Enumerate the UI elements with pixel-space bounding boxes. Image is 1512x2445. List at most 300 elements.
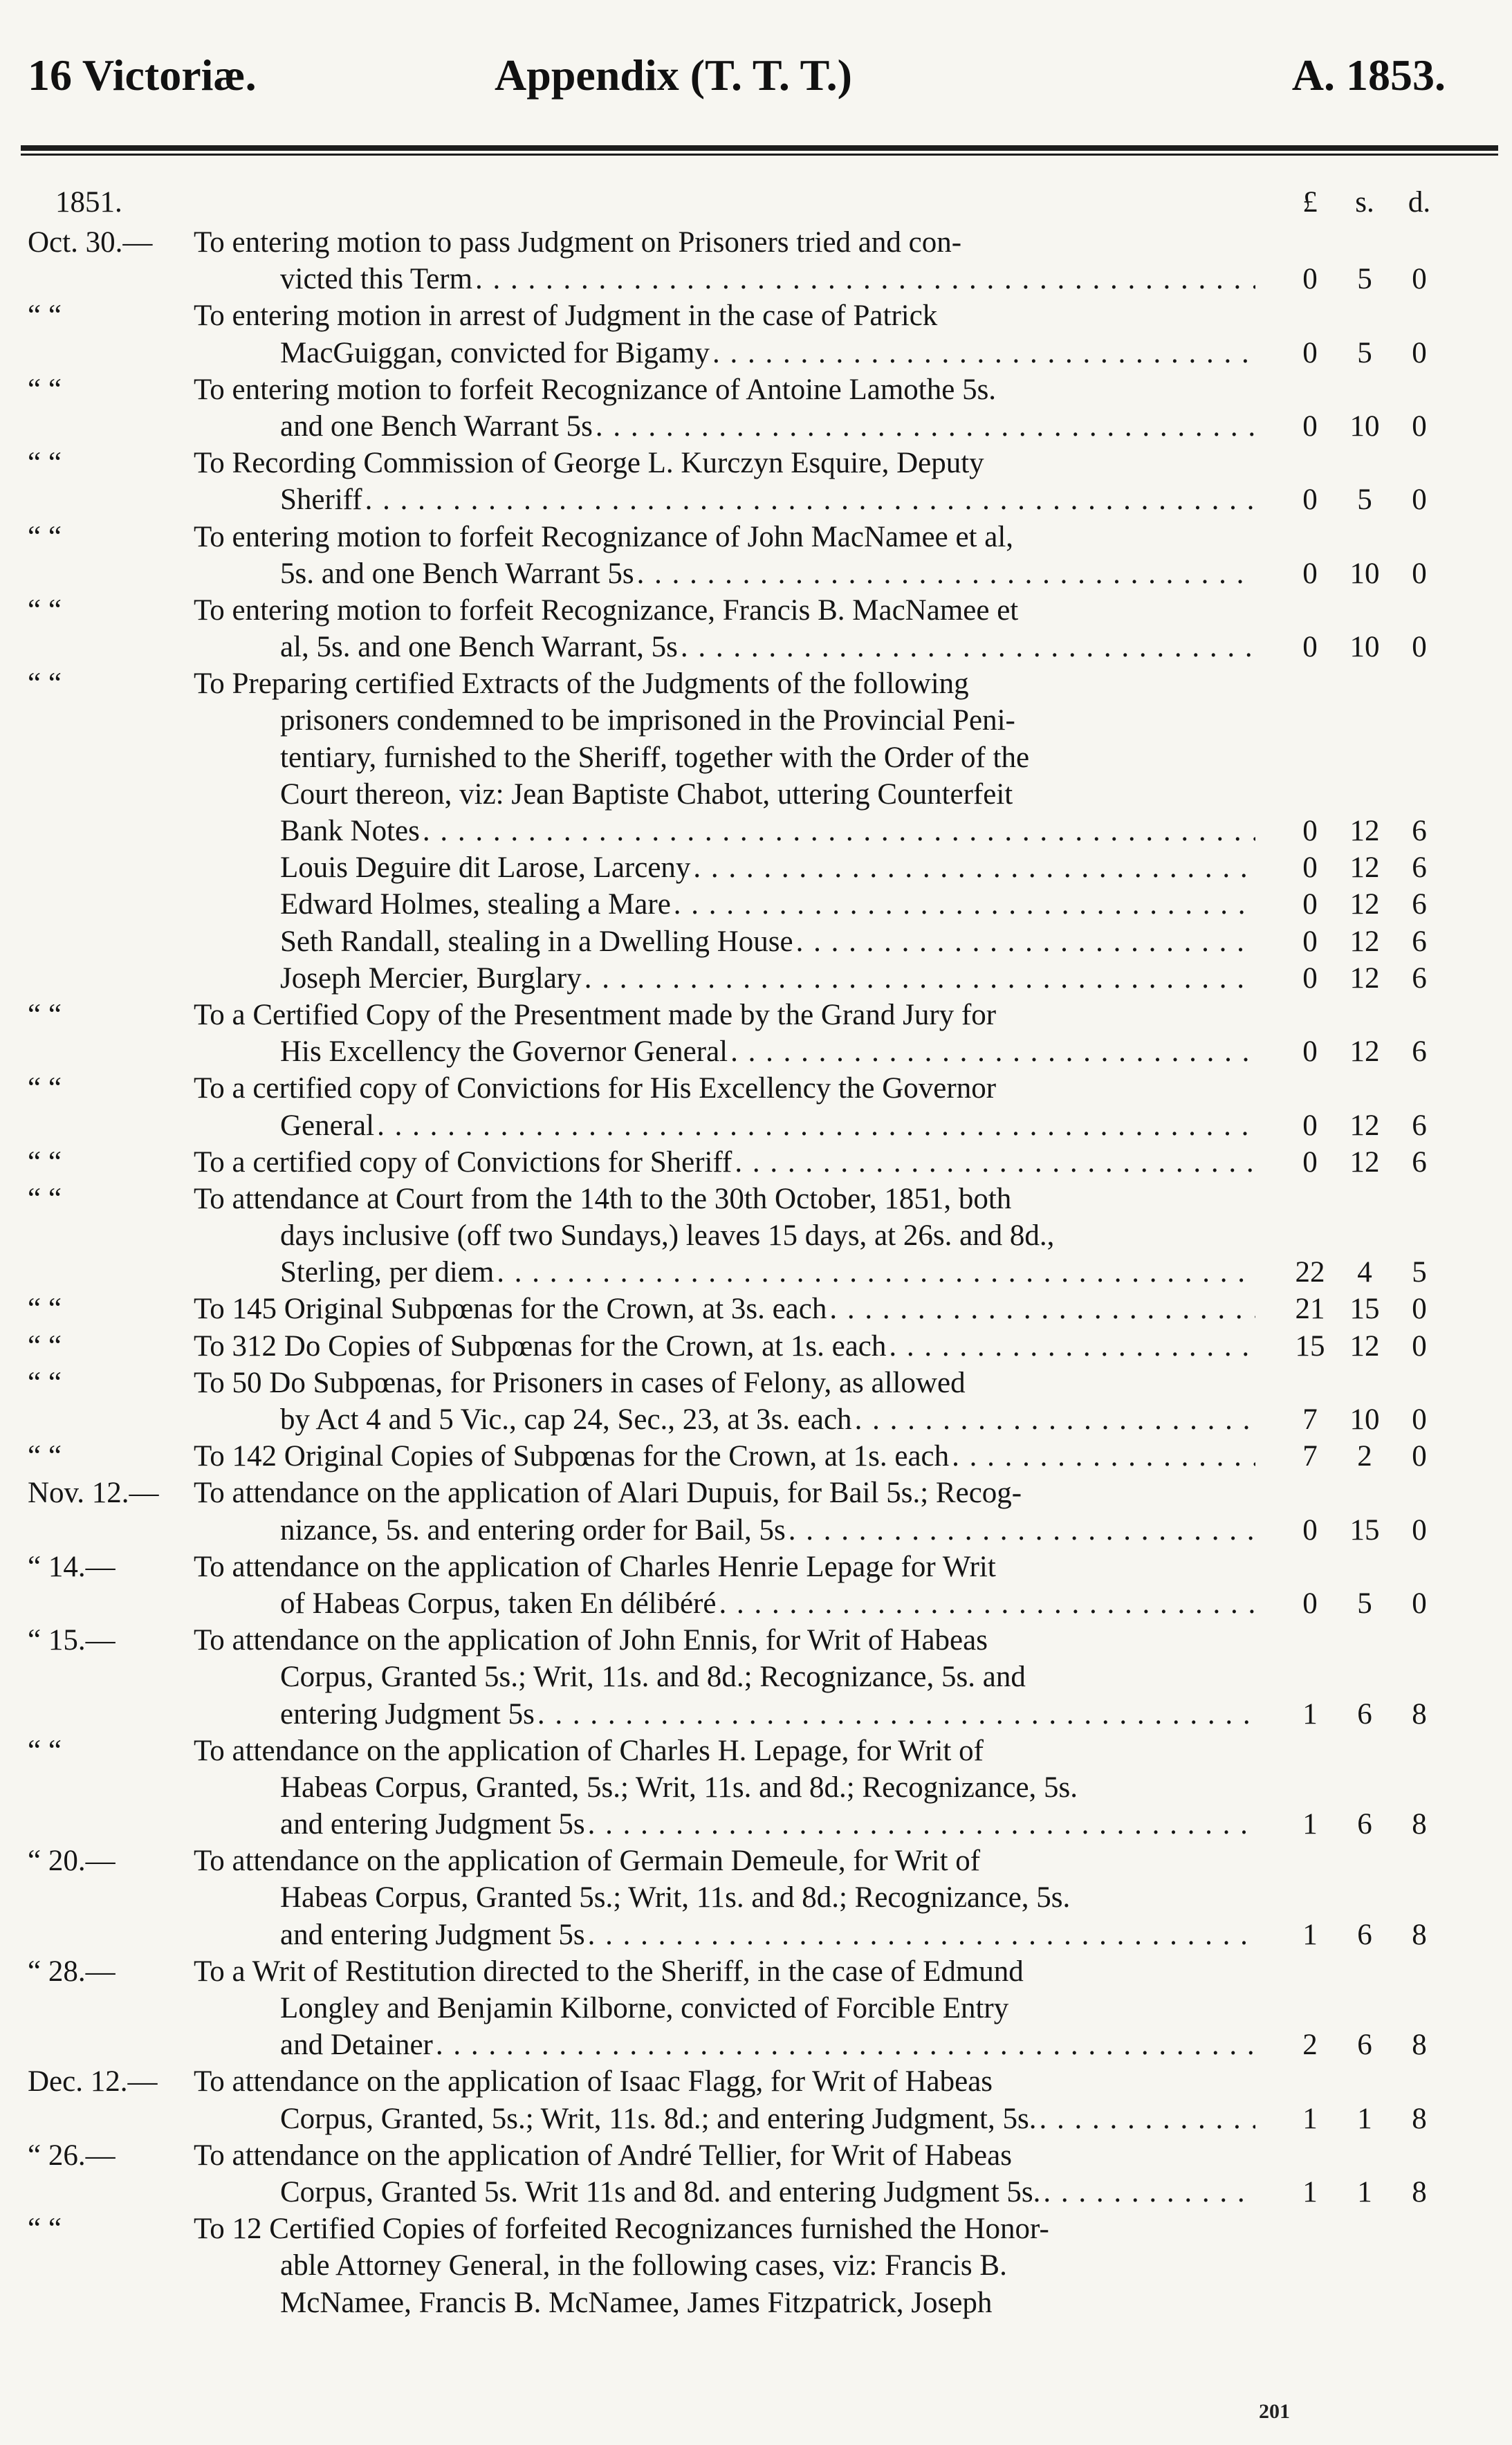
amount-shillings: 12 <box>1349 1145 1380 1179</box>
ledger-entry <box>0 923 1512 960</box>
entry-line <box>0 1291 1512 1327</box>
amount-pence: 5 <box>1412 1256 1427 1289</box>
leader-dots <box>475 261 1255 297</box>
entry-text: entering Judgment 5s <box>280 1697 535 1731</box>
amount-shillings: 10 <box>1349 1403 1380 1436</box>
ledger-entry <box>0 1622 1512 1733</box>
entry-leader <box>280 1696 1255 1733</box>
ledger-entry <box>0 1733 1512 1843</box>
amount-shillings: 6 <box>1357 1808 1372 1841</box>
entry-line <box>0 2174 1512 2211</box>
ledger-entry <box>0 445 1512 518</box>
amount-pence: 0 <box>1412 409 1427 443</box>
ledger-entry <box>0 2063 1512 2137</box>
amount-pounds: 0 <box>1302 888 1318 921</box>
amount-pounds: 0 <box>1302 631 1318 664</box>
entry-leader <box>280 813 1255 849</box>
leader-dots <box>436 2027 1255 2063</box>
amount-shillings: 12 <box>1349 1329 1380 1363</box>
entry-line <box>0 555 1512 592</box>
ledger-entry <box>0 1475 1512 1548</box>
entry-text: To entering motion to pass Judgment on Prisoners tried and con- <box>194 226 962 259</box>
amount-shillings: 12 <box>1349 888 1380 921</box>
amount-pounds: 21 <box>1295 1293 1325 1326</box>
entry-line <box>0 849 1512 886</box>
entry-leader <box>194 1328 1255 1365</box>
entry-line <box>0 481 1512 518</box>
entry-text: Bank Notes <box>280 815 420 847</box>
amount-shillings: 6 <box>1357 1697 1372 1731</box>
entry-leader <box>280 1401 1255 1438</box>
amount-pence: 8 <box>1412 2029 1427 2062</box>
amount-pounds: 0 <box>1302 1513 1318 1547</box>
entry-text: 5s. and one Bench Warrant 5s <box>280 557 634 590</box>
amount-shillings: 15 <box>1349 1513 1380 1547</box>
entry-text: Corpus, Granted 5s.; Writ, 11s. and 8d.; Recognizance, 5s. and <box>280 1661 1026 1694</box>
entry-leader <box>280 2174 1255 2211</box>
entry-line <box>0 1181 1512 1217</box>
entry-text: To attendance on the application of John Ennis, for Writ of Habeas <box>194 1624 988 1657</box>
amount-pounds: 0 <box>1302 336 1318 369</box>
entry-date: “ “ <box>28 1145 62 1179</box>
amount-shillings: 10 <box>1349 631 1380 664</box>
amount-shillings: 2 <box>1357 1440 1372 1473</box>
year-label: 1851. <box>55 186 122 219</box>
entry-line <box>0 2285 1512 2321</box>
entry-text: McNamee, Francis B. McNamee, James Fitzpatrick, Joseph <box>280 2286 993 2319</box>
entry-text: To entering motion to forfeit Recognizance of John MacNamee et al, <box>194 520 1014 553</box>
amount-pounds: 0 <box>1302 961 1318 995</box>
entry-date: “ “ <box>28 447 62 480</box>
entry-text: To 312 Do Copies of Subpœnas for the Crown, at 1s. each <box>194 1329 887 1363</box>
entry-leader <box>280 481 1255 518</box>
entry-text: Court thereon, viz: Jean Baptiste Chabot, uttering Counterfeit <box>280 777 1013 811</box>
amount-pounds: 0 <box>1302 925 1318 958</box>
entry-line <box>0 2063 1512 2100</box>
entry-line <box>0 2137 1512 2174</box>
entry-text: prisoners condemned to be imprisoned in the Provincial Peni- <box>280 704 1015 737</box>
amount-pence: 8 <box>1412 1697 1427 1731</box>
entry-line <box>0 739 1512 776</box>
leader-dots <box>588 1806 1255 1843</box>
entry-leader <box>280 261 1255 297</box>
amount-pence: 8 <box>1412 2175 1427 2208</box>
leader-dots <box>497 1254 1255 1291</box>
year-row <box>0 185 1512 224</box>
leader-dots <box>719 1585 1255 1622</box>
amount-pounds: 0 <box>1302 815 1318 847</box>
entry-date: “ 15.— <box>28 1624 116 1657</box>
entry-text: Seth Randall, stealing in a Dwelling House <box>280 925 793 958</box>
amount-shillings: 5 <box>1357 336 1372 369</box>
ledger-entry <box>0 886 1512 923</box>
amount-pounds: 0 <box>1302 851 1318 885</box>
entry-line <box>0 629 1512 665</box>
leader-dots <box>735 1144 1255 1181</box>
leader-dots <box>712 335 1255 371</box>
entry-text: To attendance on the application of Germain Demeule, for Writ of <box>194 1845 981 1878</box>
entry-date: “ “ <box>28 1329 62 1363</box>
amount-pounds: 0 <box>1302 409 1318 443</box>
entry-text: To attendance at Court from the 14th to the 30th October, 1851, both <box>194 1182 1012 1215</box>
leader-dots <box>377 1107 1255 1144</box>
entry-text: able Attorney General, in the following cases, viz: Francis B. <box>280 2249 1007 2282</box>
entry-text: To a certified copy of Convictions for His Excellency the Governor <box>194 1072 997 1105</box>
leader-dots <box>365 481 1255 518</box>
amount-shillings: 12 <box>1349 1035 1380 1069</box>
entry-date: “ “ <box>28 1182 62 1215</box>
entry-text: victed this Term <box>280 263 473 296</box>
ledger-entry <box>0 2211 1512 2321</box>
entry-leader <box>194 1291 1255 1327</box>
ledger-entry <box>0 1181 1512 1291</box>
entry-line <box>0 960 1512 997</box>
entry-line <box>0 335 1512 371</box>
amount-pence: 0 <box>1412 483 1427 517</box>
amount-pounds: 1 <box>1302 1697 1318 1731</box>
entry-date: “ “ <box>28 2213 62 2246</box>
entry-date: Dec. 12.— <box>28 2065 158 2098</box>
entry-text: To attendance on the application of André Tellier, for Writ of Habeas <box>194 2139 1012 2172</box>
entry-text: days inclusive (off two Sundays,) leaves 15 days, at 26s. and 8d., <box>280 1219 1055 1253</box>
entry-line <box>0 1475 1512 1511</box>
entry-line <box>0 923 1512 960</box>
entry-line <box>0 2247 1512 2284</box>
amount-shillings: 6 <box>1357 2029 1372 2062</box>
entry-text: To attendance on the application of Alari Dupuis, for Bail 5s.; Recog- <box>194 1477 1022 1510</box>
ledger-entry <box>0 1843 1512 1953</box>
entry-line <box>0 1769 1512 1806</box>
entry-line <box>0 1585 1512 1622</box>
entry-line <box>0 261 1512 297</box>
entry-line <box>0 813 1512 849</box>
leader-dots <box>730 1033 1255 1070</box>
entry-line <box>0 1070 1512 1107</box>
entry-date: “ “ <box>28 299 62 333</box>
amount-shillings: 12 <box>1349 851 1380 885</box>
entry-leader <box>280 1806 1255 1843</box>
entry-text: To Preparing certified Extracts of the Judgments of the following <box>194 667 969 701</box>
amount-pence: 6 <box>1412 961 1427 995</box>
ledger-entry <box>0 1549 1512 1622</box>
entry-line <box>0 1549 1512 1585</box>
amount-pence: 0 <box>1412 631 1427 664</box>
amount-pounds: 7 <box>1302 1403 1318 1436</box>
amount-pounds: 0 <box>1302 483 1318 517</box>
amount-shillings: 1 <box>1357 2102 1372 2135</box>
amount-pence: 0 <box>1412 1513 1427 1547</box>
amount-shillings: 5 <box>1357 1587 1372 1620</box>
ledger-entry <box>0 371 1512 445</box>
ledger-entry <box>0 1365 1512 1438</box>
entry-text: To Recording Commission of George L. Kurczyn Esquire, Deputy <box>194 447 984 480</box>
entry-text: To a Writ of Restitution directed to the Sheriff, in the case of Edmund <box>194 1955 1024 1988</box>
amount-shillings: 15 <box>1349 1293 1380 1326</box>
entry-text: Corpus, Granted, 5s.; Writ, 11s. 8d.; and entering Judgment, 5s. <box>280 2102 1037 2135</box>
amount-pence: 6 <box>1412 1109 1427 1142</box>
entry-leader <box>280 1917 1255 1953</box>
leader-dots <box>423 813 1255 849</box>
leader-dots <box>584 960 1255 997</box>
amount-pence: 6 <box>1412 888 1427 921</box>
entry-text: and entering Judgment 5s <box>280 1918 585 1951</box>
amount-pounds: 1 <box>1302 1918 1318 1951</box>
entry-line <box>0 776 1512 813</box>
entry-text: To attendance on the application of Isaac Flagg, for Writ of Habeas <box>194 2065 993 2098</box>
page-header <box>0 50 1512 119</box>
entry-text: Louis Deguire dit Larose, Larceny <box>280 851 691 885</box>
amount-shillings: 12 <box>1349 925 1380 958</box>
ledger-entry <box>0 849 1512 886</box>
entry-line <box>0 1843 1512 1879</box>
leader-dots <box>789 1512 1255 1549</box>
entry-date: “ “ <box>28 1734 62 1767</box>
entry-leader <box>194 1144 1255 1181</box>
entry-date: “ “ <box>28 1293 62 1326</box>
entry-line <box>0 665 1512 702</box>
entry-date: “ “ <box>28 1072 62 1105</box>
leader-dots <box>952 1438 1255 1475</box>
entry-leader <box>280 1512 1255 1549</box>
entry-line <box>0 1438 1512 1475</box>
page-number: 201 <box>1259 2400 1290 2423</box>
entry-leader <box>280 1585 1255 1622</box>
ledger-entry <box>0 1070 1512 1143</box>
ledger-entry <box>0 2137 1512 2211</box>
entry-date: “ 26.— <box>28 2139 116 2172</box>
entry-leader <box>280 1254 1255 1291</box>
entry-text: To a certified copy of Convictions for Sheriff <box>194 1145 732 1179</box>
amount-pounds: 2 <box>1302 2029 1318 2062</box>
shillings-heading: s. <box>1355 186 1374 219</box>
entry-text: Longley and Benjamin Kilborne, convicted of Forcible Entry <box>280 1992 1009 2024</box>
pence-heading: d. <box>1408 186 1431 219</box>
amount-pence: 0 <box>1412 1329 1427 1363</box>
amount-pence: 8 <box>1412 1918 1427 1951</box>
entry-text: MacGuiggan, convicted for Bigamy <box>280 336 710 369</box>
entry-text: by Act 4 and 5 Vic., cap 24, Sec., 23, at 3s. each <box>280 1403 852 1436</box>
amount-pence: 0 <box>1412 1587 1427 1620</box>
leader-dots <box>596 408 1255 445</box>
amount-shillings: 10 <box>1349 409 1380 443</box>
amount-pence: 8 <box>1412 1808 1427 1841</box>
entry-date: “ “ <box>28 373 62 406</box>
ledger-entry <box>0 1953 1512 2064</box>
entry-date: “ 28.— <box>28 1955 116 1988</box>
entry-text: To a Certified Copy of the Presentment made by the Grand Jury for <box>194 998 997 1031</box>
header-center: Appendix (T. T. T.) <box>495 50 852 100</box>
entry-text: Corpus, Granted 5s. Writ 11s and 8d. and entering Judgment 5s. <box>280 2175 1041 2208</box>
entry-line <box>0 1879 1512 1916</box>
leader-dots <box>829 1291 1255 1327</box>
entry-text: To attendance on the application of Charles H. Lepage, for Writ of <box>194 1734 984 1767</box>
entry-date: “ “ <box>28 667 62 701</box>
entry-line <box>0 2211 1512 2247</box>
entry-line <box>0 1953 1512 1990</box>
header-left: 16 Victoriæ. <box>28 50 257 100</box>
header-right: A. 1853. <box>1291 50 1446 100</box>
leader-dots <box>681 629 1255 665</box>
entry-line <box>0 371 1512 408</box>
ledger-entry <box>0 665 1512 849</box>
entry-text: To entering motion to forfeit Recognizance, Francis B. MacNamee et <box>194 593 1019 627</box>
entry-leader <box>280 629 1255 665</box>
pounds-heading: £ <box>1302 186 1318 219</box>
amount-pence: 6 <box>1412 851 1427 885</box>
entry-date: “ 14.— <box>28 1550 116 1583</box>
entry-line <box>0 1659 1512 1695</box>
entry-leader <box>280 886 1255 923</box>
entry-text: and Detainer <box>280 2029 433 2062</box>
entry-text: of Habeas Corpus, taken En délibéré <box>280 1587 717 1620</box>
amount-pence: 0 <box>1412 1440 1427 1473</box>
leader-dots <box>588 1917 1255 1953</box>
entry-date: Oct. 30.— <box>28 226 153 259</box>
entry-leader <box>280 1033 1255 1070</box>
entry-line <box>0 1144 1512 1181</box>
amount-pence: 0 <box>1412 1293 1427 1326</box>
entry-line <box>0 1990 1512 2027</box>
amount-pounds: 7 <box>1302 1440 1318 1473</box>
entry-text: To 50 Do Subpœnas, for Prisoners in cases of Felony, as allowed <box>194 1366 966 1399</box>
entry-leader <box>280 555 1255 592</box>
entry-text: Habeas Corpus, Granted, 5s.; Writ, 11s. and 8d.; Recognizance, 5s. <box>280 1771 1078 1804</box>
entry-line <box>0 1217 1512 1254</box>
entry-line <box>0 1512 1512 1549</box>
entry-line <box>0 886 1512 923</box>
ledger-entry <box>0 1144 1512 1181</box>
entry-line <box>0 1365 1512 1401</box>
amount-shillings: 12 <box>1349 815 1380 847</box>
entry-text: Edward Holmes, stealing a Mare <box>280 888 671 921</box>
ledger-entry <box>0 997 1512 1070</box>
amount-pence: 6 <box>1412 815 1427 847</box>
amount-pounds: 0 <box>1302 1587 1318 1620</box>
entry-text: and one Bench Warrant 5s <box>280 409 593 443</box>
amount-pounds: 1 <box>1302 1808 1318 1841</box>
entry-text: nizance, 5s. and entering order for Bail, 5s <box>280 1513 786 1547</box>
header-rule-thin <box>21 154 1498 156</box>
amount-pounds: 0 <box>1302 263 1318 296</box>
entry-leader <box>280 2101 1255 2137</box>
header-rule <box>21 145 1498 151</box>
entry-line <box>0 445 1512 481</box>
entry-line <box>0 2027 1512 2063</box>
amount-pounds: 15 <box>1295 1329 1325 1363</box>
entry-line <box>0 1733 1512 1769</box>
entry-line <box>0 1622 1512 1659</box>
ledger-entry <box>0 297 1512 371</box>
entry-line <box>0 408 1512 445</box>
amount-pence: 0 <box>1412 336 1427 369</box>
amount-shillings: 5 <box>1357 483 1372 517</box>
entry-text: Sterling, per diem <box>280 1256 495 1289</box>
entry-text: To 12 Certified Copies of forfeited Recognizances furnished the Honor- <box>194 2213 1049 2246</box>
entry-text: and entering Judgment 5s <box>280 1808 585 1841</box>
ledger <box>0 185 1512 2321</box>
entry-text: Habeas Corpus, Granted 5s.; Writ, 11s. and 8d.; Recognizance, 5s. <box>280 1881 1071 1915</box>
entry-date: “ “ <box>28 1440 62 1473</box>
entry-line <box>0 1401 1512 1438</box>
amount-shillings: 10 <box>1349 557 1380 590</box>
ledger-entry <box>0 1328 1512 1365</box>
entry-line <box>0 519 1512 555</box>
amount-pounds: 0 <box>1302 1145 1318 1179</box>
entry-text: al, 5s. and one Bench Warrant, 5s <box>280 631 678 664</box>
entry-date: “ “ <box>28 1366 62 1399</box>
entry-text: General <box>280 1109 375 1142</box>
leader-dots <box>674 886 1255 923</box>
entry-line <box>0 1696 1512 1733</box>
entry-line <box>0 1917 1512 1953</box>
amount-pounds: 22 <box>1295 1256 1325 1289</box>
amount-pence: 6 <box>1412 1035 1427 1069</box>
entry-date: “ “ <box>28 593 62 627</box>
entry-leader <box>194 1438 1255 1475</box>
leader-dots <box>1043 2174 1255 2211</box>
entry-text: To entering motion in arrest of Judgment in the case of Patrick <box>194 299 938 333</box>
entry-leader <box>280 849 1255 886</box>
amount-shillings: 12 <box>1349 1109 1380 1142</box>
entry-line <box>0 1107 1512 1144</box>
leader-dots <box>537 1696 1255 1733</box>
entry-line <box>0 997 1512 1033</box>
amount-pence: 0 <box>1412 557 1427 590</box>
entry-text: To 142 Original Copies of Subpœnas for the Crown, at 1s. each <box>194 1440 950 1473</box>
entry-leader <box>280 2027 1255 2063</box>
entry-line <box>0 1254 1512 1291</box>
amount-pounds: 1 <box>1302 2175 1318 2208</box>
amount-pence: 0 <box>1412 263 1427 296</box>
leader-dots <box>889 1328 1255 1365</box>
amount-shillings: 5 <box>1357 263 1372 296</box>
entry-text: His Excellency the Governor General <box>280 1035 728 1069</box>
entry-line <box>0 2101 1512 2137</box>
entry-text: To 145 Original Subpœnas for the Crown, at 3s. each <box>194 1293 827 1326</box>
ledger-entry <box>0 960 1512 997</box>
ledger-entry <box>0 519 1512 592</box>
entry-text: To entering motion to forfeit Recognizance of Antoine Lamothe 5s. <box>194 373 997 406</box>
entry-line <box>0 1806 1512 1843</box>
entry-line <box>0 1328 1512 1365</box>
leader-dots <box>637 555 1255 592</box>
ledger-entry <box>0 1291 1512 1327</box>
entry-date: “ “ <box>28 998 62 1031</box>
ledger-entry <box>0 224 1512 297</box>
leader-dots <box>1039 2101 1255 2137</box>
entry-text: Joseph Mercier, Burglary <box>280 961 582 995</box>
entry-leader <box>280 923 1255 960</box>
entry-text: To attendance on the application of Charles Henrie Lepage for Writ <box>194 1550 996 1583</box>
entry-leader <box>280 1107 1255 1144</box>
entry-text: tentiary, furnished to the Sheriff, together with the Order of the <box>280 741 1030 774</box>
entry-line <box>0 592 1512 629</box>
entry-date: Nov. 12.— <box>28 1477 159 1510</box>
amount-shillings: 4 <box>1357 1256 1372 1289</box>
leader-dots <box>855 1401 1255 1438</box>
amount-pence: 6 <box>1412 1145 1427 1179</box>
amount-pounds: 0 <box>1302 1109 1318 1142</box>
amount-pence: 0 <box>1412 1403 1427 1436</box>
entry-text: Sheriff <box>280 483 362 517</box>
entry-leader <box>280 408 1255 445</box>
amount-pounds: 1 <box>1302 2102 1318 2135</box>
amount-pounds: 0 <box>1302 1035 1318 1069</box>
leader-dots <box>796 923 1255 960</box>
entry-leader <box>280 960 1255 997</box>
entry-date: “ “ <box>28 520 62 553</box>
amount-shillings: 6 <box>1357 1918 1372 1951</box>
